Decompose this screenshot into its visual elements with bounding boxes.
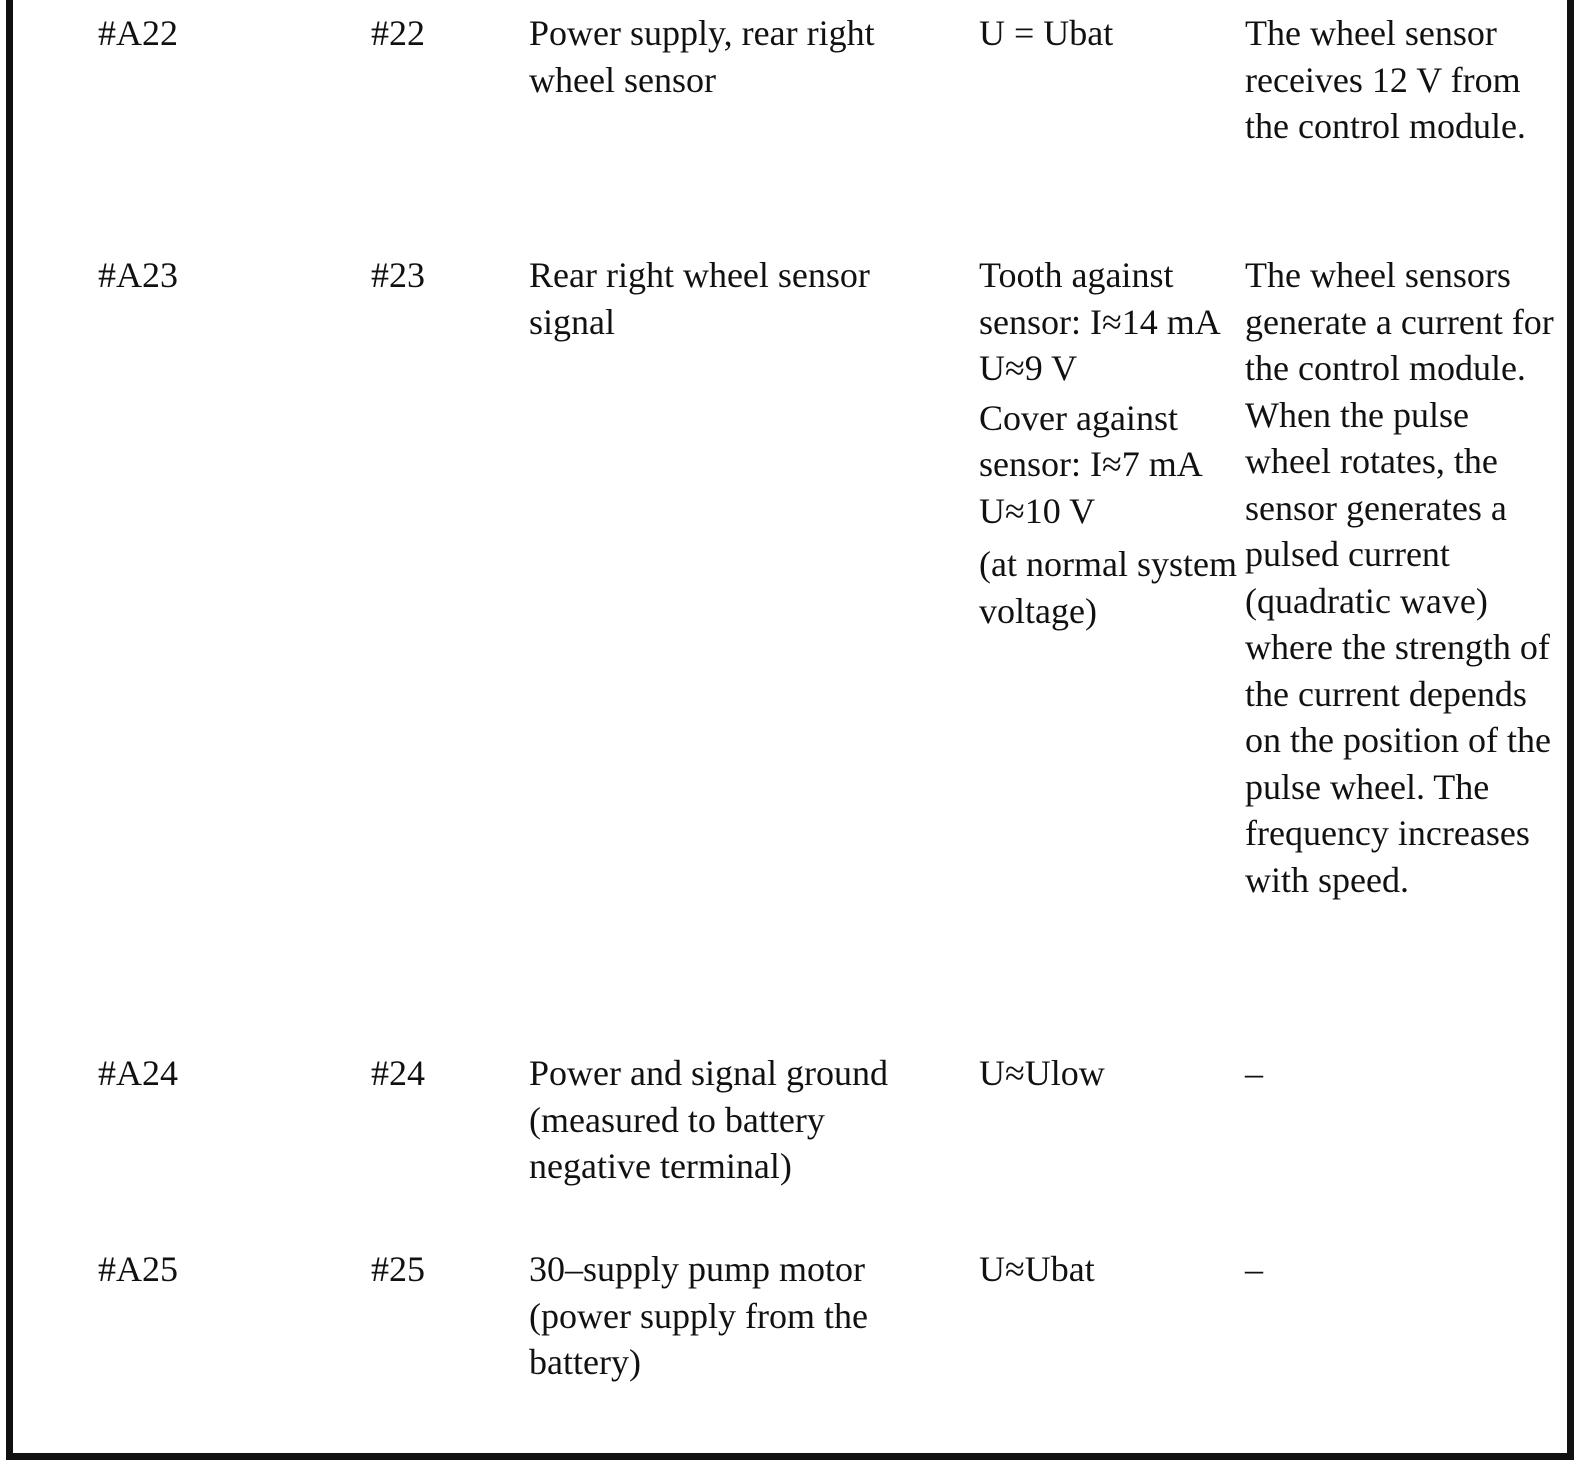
value-cell <box>979 1050 1249 1097</box>
pin-cell: #A24 <box>98 1053 178 1093</box>
value-line: U≈Ulow <box>979 1053 1105 1093</box>
pin-cell: #A25 <box>98 1249 178 1289</box>
description-cell: Power supply, rear right wheel sensor <box>529 13 875 100</box>
remarks-cell: – <box>1245 1249 1263 1289</box>
number-cell: #22 <box>371 13 425 53</box>
value-line: Tooth against sensor: I≈14 mA U≈9 V <box>979 255 1219 388</box>
remarks-cell: The wheel sensors generate a current for the control module. When the pulse wheel rotates, the sensor generates a pulsed current (quadratic wave) where the strength of the current depends on the position of the pulse wheel. The frequency increases with speed. <box>1245 255 1554 900</box>
value-cell <box>979 10 1249 57</box>
number-cell: #23 <box>371 255 425 295</box>
value-line: U≈Ubat <box>979 1249 1095 1289</box>
remarks-cell: The wheel sensor receives 12 V from the control module. <box>1245 13 1526 146</box>
value-line: (at normal system voltage) <box>979 544 1237 631</box>
description-cell: Rear right wheel sensor signal <box>529 255 870 342</box>
value-cell <box>979 252 1249 634</box>
value-line: U = Ubat <box>979 13 1114 53</box>
number-cell: #24 <box>371 1053 425 1093</box>
value-line: Cover against sensor: I≈7 mA U≈10 V <box>979 397 1201 531</box>
number-cell: #25 <box>371 1249 425 1289</box>
value-cell <box>979 1246 1249 1293</box>
description-cell: 30–supply pump motor (power supply from the battery) <box>529 1249 868 1382</box>
pin-cell: #A23 <box>98 255 178 295</box>
description-cell: Power and signal ground (measured to battery negative terminal) <box>529 1053 888 1186</box>
pin-cell: #A22 <box>98 13 178 53</box>
remarks-cell: – <box>1245 1053 1263 1093</box>
